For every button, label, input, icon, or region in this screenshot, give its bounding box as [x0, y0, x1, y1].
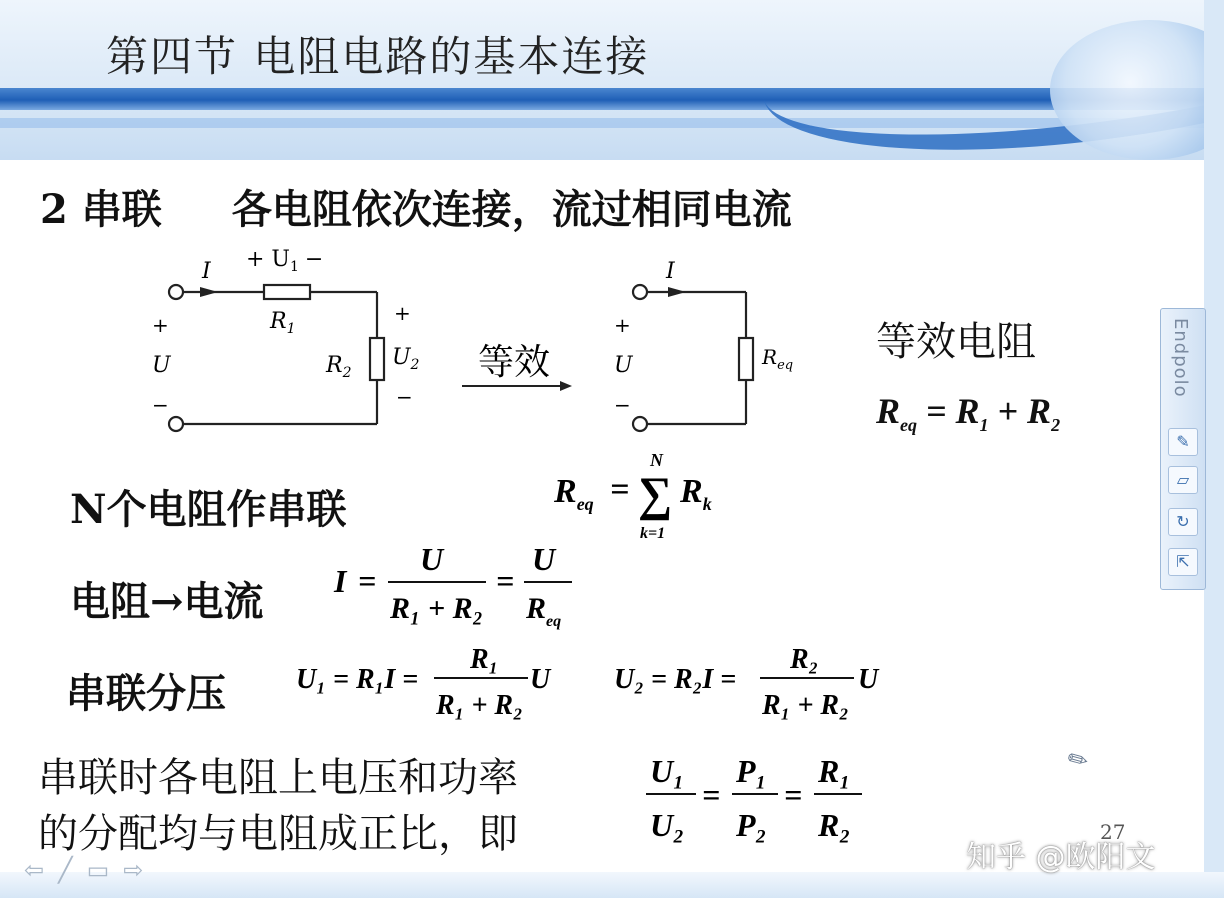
u2-label: $U_2$	[392, 345, 420, 373]
svg-text:R₂: R₂	[818, 807, 851, 843]
eraser-icon: ▱	[1176, 470, 1190, 489]
equiv-arrow-label: 等效	[478, 342, 551, 383]
current-calc-label: 电阻→电流	[70, 578, 264, 625]
req-sum-formula: $R_{eq} = R_1 + R_2$	[876, 391, 1061, 436]
heading-term: 串联	[81, 186, 162, 233]
resistor-r2	[370, 338, 384, 380]
right-edge	[1204, 0, 1224, 898]
u2-minus: −	[396, 385, 413, 409]
equiv-u: U	[614, 353, 633, 378]
exit-icon: ⇱	[1176, 552, 1190, 571]
u1-divider-formula	[296, 638, 596, 730]
u2-divider-formula	[614, 638, 914, 730]
svg-text:=: =	[702, 777, 721, 813]
prev-icon[interactable]: ⇦	[24, 856, 59, 884]
svg-text:R₁ + R₂: R₁ + R₂	[436, 690, 523, 721]
current-arrow	[200, 287, 218, 297]
pen-cursor-icon: ✎	[1062, 742, 1094, 778]
heading-definition: 各电阻依次连接，流过相同电流	[231, 186, 792, 233]
exit-button[interactable]	[1168, 548, 1198, 576]
svg-text:I: I	[334, 563, 347, 599]
svg-text:U₁ = R₁I =: U₁ = R₁I =	[296, 664, 419, 695]
svg-text:U: U	[858, 664, 879, 695]
r1-label: $R_1$	[270, 309, 296, 337]
svg-text:=: =	[496, 563, 515, 599]
terminal-bottom	[169, 417, 183, 431]
terminal-top	[169, 285, 183, 299]
proportion-line-1: 串联时各电阻上电压和功率	[38, 755, 518, 801]
equiv-arrow-head	[560, 381, 572, 391]
svg-text:Req: $R_{eq}$	[554, 473, 594, 514]
next-icon[interactable]: ⇨	[123, 856, 158, 884]
svg-text:R₁: R₁	[818, 753, 851, 789]
svg-text:Req: $R_{eq}$	[526, 592, 562, 630]
watermark: 知乎 @欧阳文	[966, 840, 1156, 875]
req-label: $R_{eq}$	[762, 345, 794, 373]
svg-text:P₂: P₂	[736, 807, 767, 843]
pen-button[interactable]	[1168, 428, 1198, 456]
u1-label: + $U_1$ −	[246, 247, 324, 275]
svg-text:R₁: R₁	[470, 644, 499, 675]
svg-text:=: =	[358, 563, 377, 599]
equiv-minus: −	[614, 393, 631, 417]
equiv-plus: +	[614, 313, 631, 337]
sum-symbol: ∑	[638, 468, 673, 521]
slide-nav	[24, 856, 157, 884]
equiv-resistance-label: 等效电阻	[876, 319, 1036, 365]
svg-text:R₁ + R₂: R₁ + R₂	[390, 592, 484, 625]
page-number: 27	[1100, 820, 1126, 844]
svg-text:U: U	[530, 664, 551, 695]
proportion-line-2: 的分配均与电阻成正比，即	[38, 811, 518, 857]
refresh-icon: ↻	[1176, 512, 1190, 531]
voltage-divider-label: 串联分压	[66, 670, 226, 717]
svg-text:U: U	[532, 541, 556, 577]
n-sum-formula	[550, 446, 750, 546]
svg-text:Rk: $R_k$	[680, 473, 712, 514]
slide-title: 第四节 电阻电路的基本连接	[106, 32, 650, 81]
svg-text:U: U	[420, 541, 444, 577]
svg-text:P₁: P₁	[736, 753, 767, 789]
source-u: U	[152, 353, 171, 378]
equiv-current-arrow	[668, 287, 686, 297]
u2-plus: +	[394, 301, 411, 325]
proportion-formula	[642, 744, 872, 848]
pen-nav-icon[interactable]: ╱	[58, 856, 87, 884]
svg-text:N: N	[650, 450, 663, 470]
series-circuit	[169, 285, 384, 431]
refresh-button[interactable]	[1168, 508, 1198, 536]
equiv-current-label: I	[666, 259, 675, 284]
pen-icon: ✎	[1176, 432, 1190, 451]
resistor-req	[739, 338, 753, 380]
equivalent-circuit	[633, 285, 753, 431]
heading-number: 2	[40, 186, 68, 233]
source-plus: +	[152, 313, 169, 337]
source-minus: −	[152, 393, 169, 417]
eraser-button[interactable]	[1168, 466, 1198, 494]
n-resistors-label: N个电阻作串联	[70, 486, 347, 533]
section-heading	[40, 178, 792, 235]
current-formula	[330, 538, 590, 634]
circuit-diagram	[140, 240, 820, 440]
svg-text:=: =	[784, 777, 803, 813]
series-current-label: I	[202, 259, 211, 284]
svg-text:U₂: U₂	[650, 807, 685, 843]
svg-text:R₁ + R₂: R₁ + R₂	[762, 690, 849, 721]
svg-text:=: =	[610, 471, 630, 508]
svg-text:k=1: k=1	[640, 525, 666, 542]
r2-label: $R_2$	[326, 353, 352, 381]
toolbar-label: Endpolo	[1170, 318, 1191, 398]
svg-text:U₁: U₁	[650, 753, 685, 789]
svg-text:U₂ = R₂I =: U₂ = R₂I =	[614, 664, 737, 695]
menu-icon[interactable]: ▭	[86, 856, 124, 884]
svg-text:R₂: R₂	[790, 644, 819, 675]
resistor-r1	[264, 285, 310, 299]
